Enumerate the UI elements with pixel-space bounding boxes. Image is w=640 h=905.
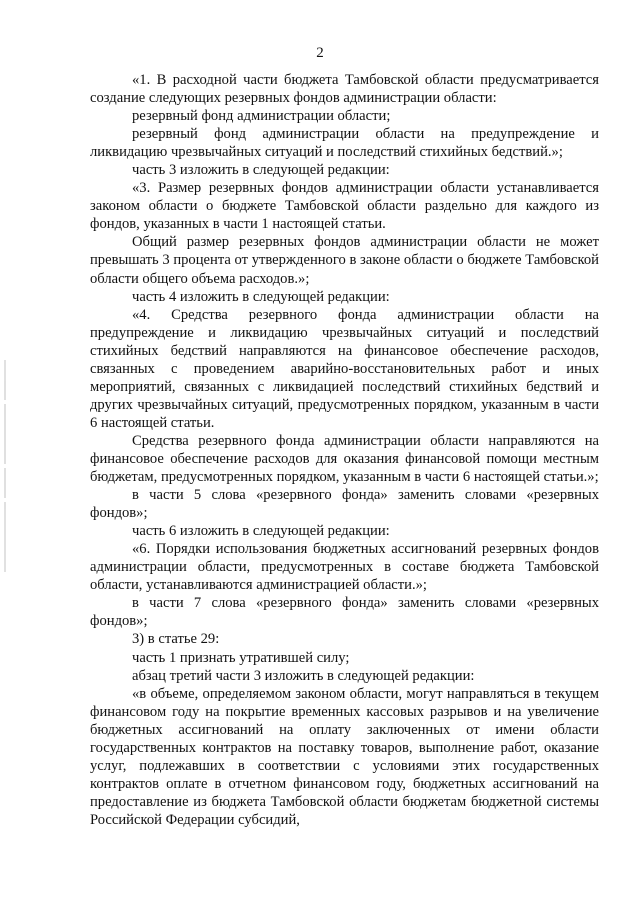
paragraph: Средства резервного фонда администрации области направляются на финансовое обеспечение расходов для оказания финансовой помощи местным бюджетам, предусмотренных порядком, указанным в части 6 настоящей статьи.»;: [90, 432, 599, 486]
paragraph: «в объеме, определяемом законом области, могут направляться в текущем финансовом году на покрытие временных кассовых разрывов и на увеличение бюджетных ассигнований на оплату заключенных от имени области государственных контрактов на поставку товаров, выполнение работ, оказание услуг, подлежавших в соответствии с условиями этих государственных контрактов оплате в отчетном финансовом году, бюджетных ассигнований на предоставление из бюджета Тамбовской области бюджетам бюджетной системы Российской Федерации субсидий,: [90, 685, 599, 828]
paragraph: абзац третий части 3 изложить в следующей редакции:: [132, 667, 475, 684]
paragraph: часть 1 признать утратившей силу;: [132, 649, 350, 666]
document-body: [90, 71, 599, 829]
paragraph: в части 5 слова «резервного фонда» заменить словами «резервных фондов»;: [90, 487, 599, 522]
paragraph: резервный фонд администрации области на предупреждение и ликвидацию чрезвычайных ситуаций и последствий стихийных бедствий.»;: [90, 126, 599, 161]
paragraph: резервный фонд администрации области;: [132, 108, 391, 125]
paragraph: «1. В расходной части бюджета Тамбовской области предусматривается создание следующих резервных фондов администрации области:: [90, 72, 599, 107]
paragraph: 3) в статье 29:: [132, 631, 220, 648]
paragraph: Общий размер резервных фондов администрации области не может превышать 3 процента от утвержденного в законе области о бюджете Тамбовской области общего объема расходов.»;: [90, 234, 599, 287]
paragraph: «6. Порядки использования бюджетных ассигнований резервных фондов администрации области, предусмотренных в составе бюджета Тамбовской области, устанавливаются администрацией области.»;: [90, 541, 599, 594]
paragraph: «3. Размер резервных фондов администрации области устанавливается законом области о бюджете Тамбовской области раздельно для каждого из фондов, указанных в части 1 настоящей статьи.: [90, 180, 599, 233]
margin-scan-mark: [2, 360, 8, 580]
paragraph: часть 4 изложить в следующей редакции:: [132, 288, 390, 305]
paragraph: часть 3 изложить в следующей редакции:: [132, 162, 390, 179]
paragraph: в части 7 слова «резервного фонда» заменить словами «резервных фондов»;: [90, 595, 599, 630]
paragraph: часть 6 изложить в следующей редакции:: [132, 523, 390, 540]
page-number: 2: [316, 45, 324, 61]
paragraph: «4. Средства резервного фонда администрации области на предупреждение и ликвидацию чрезвычайных ситуаций и последствий стихийных бедствий направляются на финансовое обеспечение расходов, связанных с проведением аварийно-восстановительных работ и иных мероприятий, связанных с ликвидацией последствий стихийных бедствий и других чрезвычайных ситуаций, предусмотренных порядком, указанным в части 6 настоящей статьи.: [90, 306, 599, 431]
